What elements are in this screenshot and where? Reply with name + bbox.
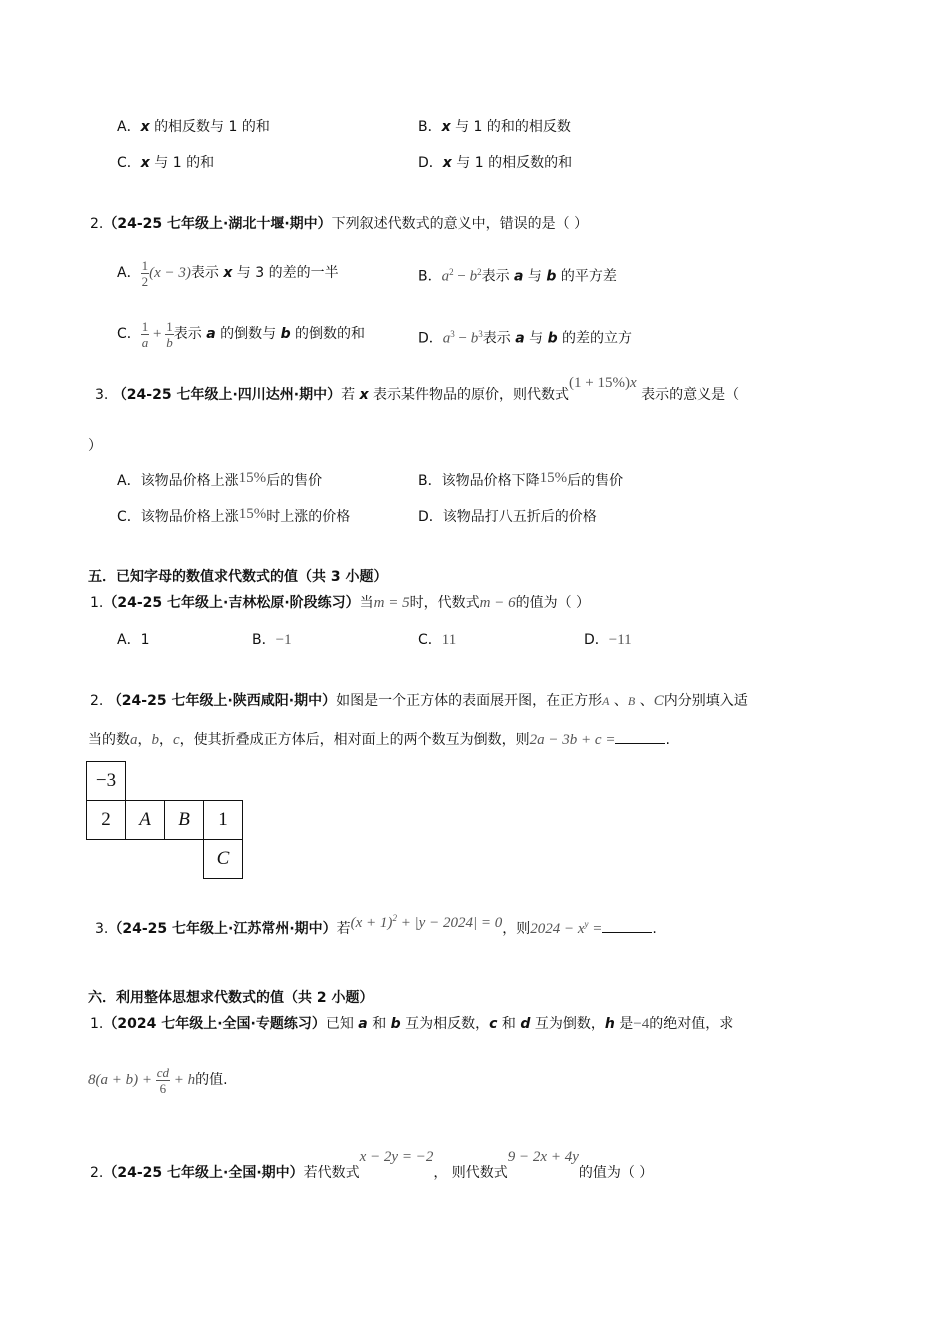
question-2-stem: 2. （24-25 七年级上·陕西咸阳·期中）如图是一个正方体的表面展开图，在正方形A 、B 、C内分别填入适 <box>90 693 748 709</box>
option-d: D．x 与 1 的相反数的和 <box>418 155 573 171</box>
option-d: D．该物品打八五折后的价格 <box>418 509 597 525</box>
question-2-stem: 2.（24-25 七年级上·湖北十堰·期中）下列叙述代数式的意义中，错误的是（ ） <box>90 216 589 232</box>
section-heading: 六．利用整体思想求代数式的值（共 2 小题） <box>88 990 374 1006</box>
option-a: A．该物品价格上涨15%后的售价 <box>117 470 323 489</box>
option-c: C．11 <box>418 632 457 648</box>
option-a: A．x 的相反数与 1 的和 <box>117 119 270 135</box>
option-c: C．x 与 1 的和 <box>117 155 215 171</box>
cube-net-figure <box>86 761 246 881</box>
question-2-stem-2: 当的数a，b，c，使其折叠成正方体后，相对面上的两个数互为倒数，则2a − 3b + c = . <box>88 729 670 750</box>
question-3-stem-end: ） <box>88 438 102 454</box>
answer-blank <box>615 729 665 744</box>
net-cell: A <box>125 800 165 840</box>
net-cell: −3 <box>86 761 126 801</box>
question-3-stem: 3.（24-25 七年级上·江苏常州·期中）若$(x + 1)^2 + |y - 2024| = 0$，则$2024 - x^y$ = . <box>95 913 657 937</box>
question-1-expression: 8(a + b) + $\frac{cd}{6}$ + h的值. <box>88 1064 228 1096</box>
expression: (1 + 15%)x <box>569 375 637 391</box>
question-1-stem: 1.（24-25 七年级上·吉林松原·阶段练习）当m = 5时，代数式m − 6的值为（ ） <box>90 595 591 611</box>
question-2-stem: 2.（24-25 七年级上·全国·期中）若代数式x − 2y = −2， 则代数式9 − 2x + 4y的值为（ ） <box>90 1149 654 1181</box>
question-3-stem: 3. （24-25 七年级上·四川达州·期中）若 x 表示某件物品的原价，则代数式(1 + 15%)x 表示的意义是（ <box>95 375 740 403</box>
net-cell: C <box>203 839 243 879</box>
net-cell: 2 <box>86 800 126 840</box>
option-c: C． $\frac{1}{a}$ + $\frac{1}{b}$ 表示 a 的倒数与 b 的倒数的和 <box>117 318 366 350</box>
question-1-stem: 1.（2024 七年级上·全国·专题练习）已知 a 和 b 互为相反数，c 和 d 互为倒数，h 是−4的绝对值，求 <box>90 1016 734 1032</box>
section-heading: 五．已知字母的数值求代数式的值（共 3 小题） <box>88 569 388 585</box>
option-b: B．x 与 1 的和的相反数 <box>418 119 571 135</box>
option-b: B．$a^2 - b^2$表示 a 与 b 的平方差 <box>418 267 617 285</box>
net-cell: B <box>164 800 204 840</box>
option-c: C．该物品价格上涨15%时上涨的价格 <box>117 506 351 525</box>
option-a: A． $\frac{1}{2}$ (x − 3)表示 x 与 3 的差的一半 <box>117 257 339 289</box>
option-b: B．该物品价格下降15%后的售价 <box>418 470 624 489</box>
option-b: B．−1 <box>252 632 292 648</box>
option-d: D．$a^3 - b^3$表示 a 与 b 的差的立方 <box>418 329 633 347</box>
answer-blank <box>602 918 652 933</box>
option-a: A．1 <box>117 632 150 648</box>
option-d: D．−11 <box>584 632 632 648</box>
net-cell: 1 <box>203 800 243 840</box>
